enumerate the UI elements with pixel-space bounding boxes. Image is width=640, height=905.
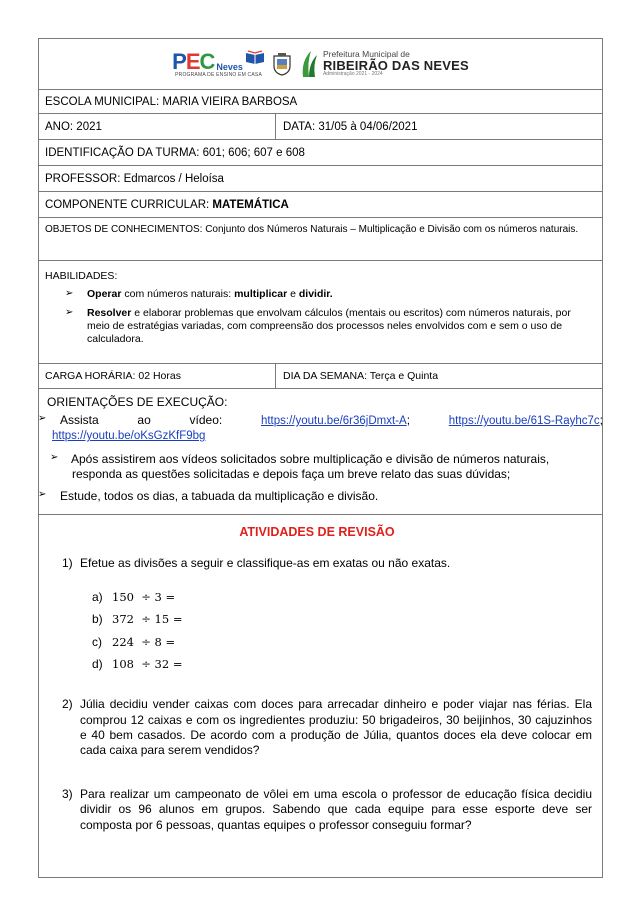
division-expression: 108 ÷ 32 = [112, 657, 183, 672]
objetos-text: OBJETOS DE CONHECIMENTOS: Conjunto dos Números Naturais – Multiplicação e Divisão com os números naturais. [45, 224, 579, 235]
question-2 [62, 697, 602, 758]
habilidades-title: HABILIDADES: [45, 270, 118, 282]
question-3 [62, 787, 602, 833]
municipal-crest-icon [272, 52, 292, 76]
division-list [92, 585, 602, 675]
arrow-bullet-icon: ➢ [65, 288, 74, 299]
orientacao-item [38, 452, 603, 482]
arrow-bullet-icon: ➢ [38, 413, 47, 424]
assista-line [60, 413, 603, 428]
ao-word: ao [137, 413, 151, 427]
pec-logo [172, 50, 265, 78]
hab2-text: e elaborar problemas que envolvam cálculos (mentais ou escritos) com números naturais, por meio de estratégias variadas, com compreensão dos processos neles envolvidos com e sem o uso de calculadora. [87, 307, 571, 346]
turma-cell: IDENTIFICAÇÃO DA TURMA: 601; 606; 607 e 608 [45, 146, 305, 159]
hab1-and: e [287, 288, 299, 300]
orientacao-item [38, 489, 603, 504]
carga-cell: CARGA HORÁRIA: 02 Horas [38, 364, 276, 388]
orientacoes-title: ORIENTAÇÕES DE EXECUÇÃO: [47, 395, 228, 409]
item-letter: d) [92, 657, 103, 672]
question-1 [62, 556, 602, 571]
componente-cell [38, 192, 296, 217]
question-text: Para realizar um campeonato de vôlei em uma escola o professor de educação física decidiu dividir os 96 alunos em grupos. Sabendo que cada equipe para esse esporte deve ser composta por 6 pessoas, quantas equipes o professor conseguiu formar? [80, 786, 592, 832]
arrow-bullet-icon: ➢ [50, 451, 59, 463]
item-letter: b) [92, 612, 103, 627]
componente-label: COMPONENTE CURRICULAR: [45, 198, 213, 211]
orientacao-item [38, 413, 603, 444]
data-cell: DATA: 31/05 à 04/06/2021 [283, 120, 418, 133]
item-letter: c) [92, 634, 102, 649]
school-name: ESCOLA MUNICIPAL: MARIA VIEIRA BARBOSA [45, 95, 298, 108]
hab1-text: com números naturais: [121, 288, 235, 300]
orientacao-item2-text: Após assistirem aos vídeos solicitados sobre multiplicação e divisão de números naturais, responda as questões solicitadas e depois faça um breve relato das suas dúvidas; [71, 451, 550, 481]
video-link-3[interactable]: https://youtu.be/oKsGzKfF9bg [52, 430, 206, 443]
atividades-title: ATIVIDADES DE REVISÃO [239, 525, 395, 539]
division-expression: 372 ÷ 15 = [112, 612, 183, 627]
division-item [92, 653, 602, 676]
question-number: 1) [62, 556, 73, 570]
video-word: vídeo: [189, 413, 223, 427]
turma-row [38, 140, 603, 166]
pec-neves: Neves [216, 61, 243, 72]
atividades-section [62, 525, 602, 833]
logo-row [38, 38, 603, 90]
prefeitura-line1: Prefeitura Municipal de [322, 48, 410, 59]
hab1-dividir: dividir. [298, 288, 333, 300]
school-row [38, 90, 603, 114]
division-item [92, 630, 602, 653]
componente-value: MATEMÁTICA [212, 198, 289, 211]
separator: ; [599, 413, 603, 427]
division-expression: 150 ÷ 3 = [112, 589, 176, 604]
video-link-2[interactable]: https://youtu.be/61S-Rayhc7c [448, 415, 600, 427]
question-text: Efetue as divisões a seguir e classifique-as em exatas ou não exatas. [80, 556, 451, 570]
pec-letters: PEC [172, 48, 215, 74]
objetos-row [38, 218, 603, 261]
professor-cell: PROFESSOR: Edmarcos / Heloísa [45, 172, 224, 185]
ano-data-row [38, 114, 603, 140]
habilidade-item [65, 307, 596, 346]
division-item [92, 585, 602, 608]
habilidade-item [65, 288, 596, 301]
componente-row [38, 192, 603, 218]
dia-cell: DIA DA SEMANA: Terça e Quinta [283, 370, 439, 382]
hab1-multiplicar: multiplicar [234, 288, 288, 300]
professor-row [38, 166, 603, 192]
book-icon [245, 50, 265, 64]
orientacoes-section [38, 395, 603, 504]
ano-cell: ANO: 2021 [38, 114, 276, 139]
question-number: 3) [62, 786, 73, 801]
hab2-verb: Resolver [87, 307, 132, 320]
question-number: 2) [62, 697, 73, 712]
hab1-verb: Operar [87, 288, 122, 300]
separator: ; [406, 413, 411, 427]
video-link-1[interactable]: https://youtu.be/6r36jDmxt-A [260, 415, 407, 427]
question-text: Júlia decidiu vender caixas com doces para arrecadar dinheiro e poder viajar nas férias. Ela comprou 12 caixas e com os ingredientes produziu: 50 brigadeiros, 30 beijinhos, 30 cajuzinhos e 40 bem casados. De acordo com a produção de Júlia, quantos doces ela deve colocar em cada caixa para serem vendidos? [80, 697, 592, 758]
header-table [38, 38, 603, 389]
carga-row [38, 364, 603, 389]
pec-subtitle: PROGRAMA DE ENSINO EM CASA [175, 71, 262, 78]
assista-word: Assista [60, 413, 99, 427]
prefeitura-line3: Administração 2021 - 2024 [322, 71, 383, 78]
division-item [92, 608, 602, 631]
prefeitura-mark-icon [299, 49, 319, 79]
section-divider [38, 514, 603, 515]
orientacao-item3-text: Estude, todos os dias, a tabuada da multiplicação e divisão. [60, 488, 379, 503]
habilidades-row [38, 261, 603, 364]
prefeitura-line2: RIBEIRÃO DAS NEVES [322, 57, 469, 73]
division-expression: 224 ÷ 8 = [112, 634, 176, 649]
arrow-bullet-icon: ➢ [65, 307, 74, 319]
prefeitura-logo [299, 49, 469, 79]
arrow-bullet-icon: ➢ [38, 488, 47, 500]
item-letter: a) [92, 589, 103, 604]
